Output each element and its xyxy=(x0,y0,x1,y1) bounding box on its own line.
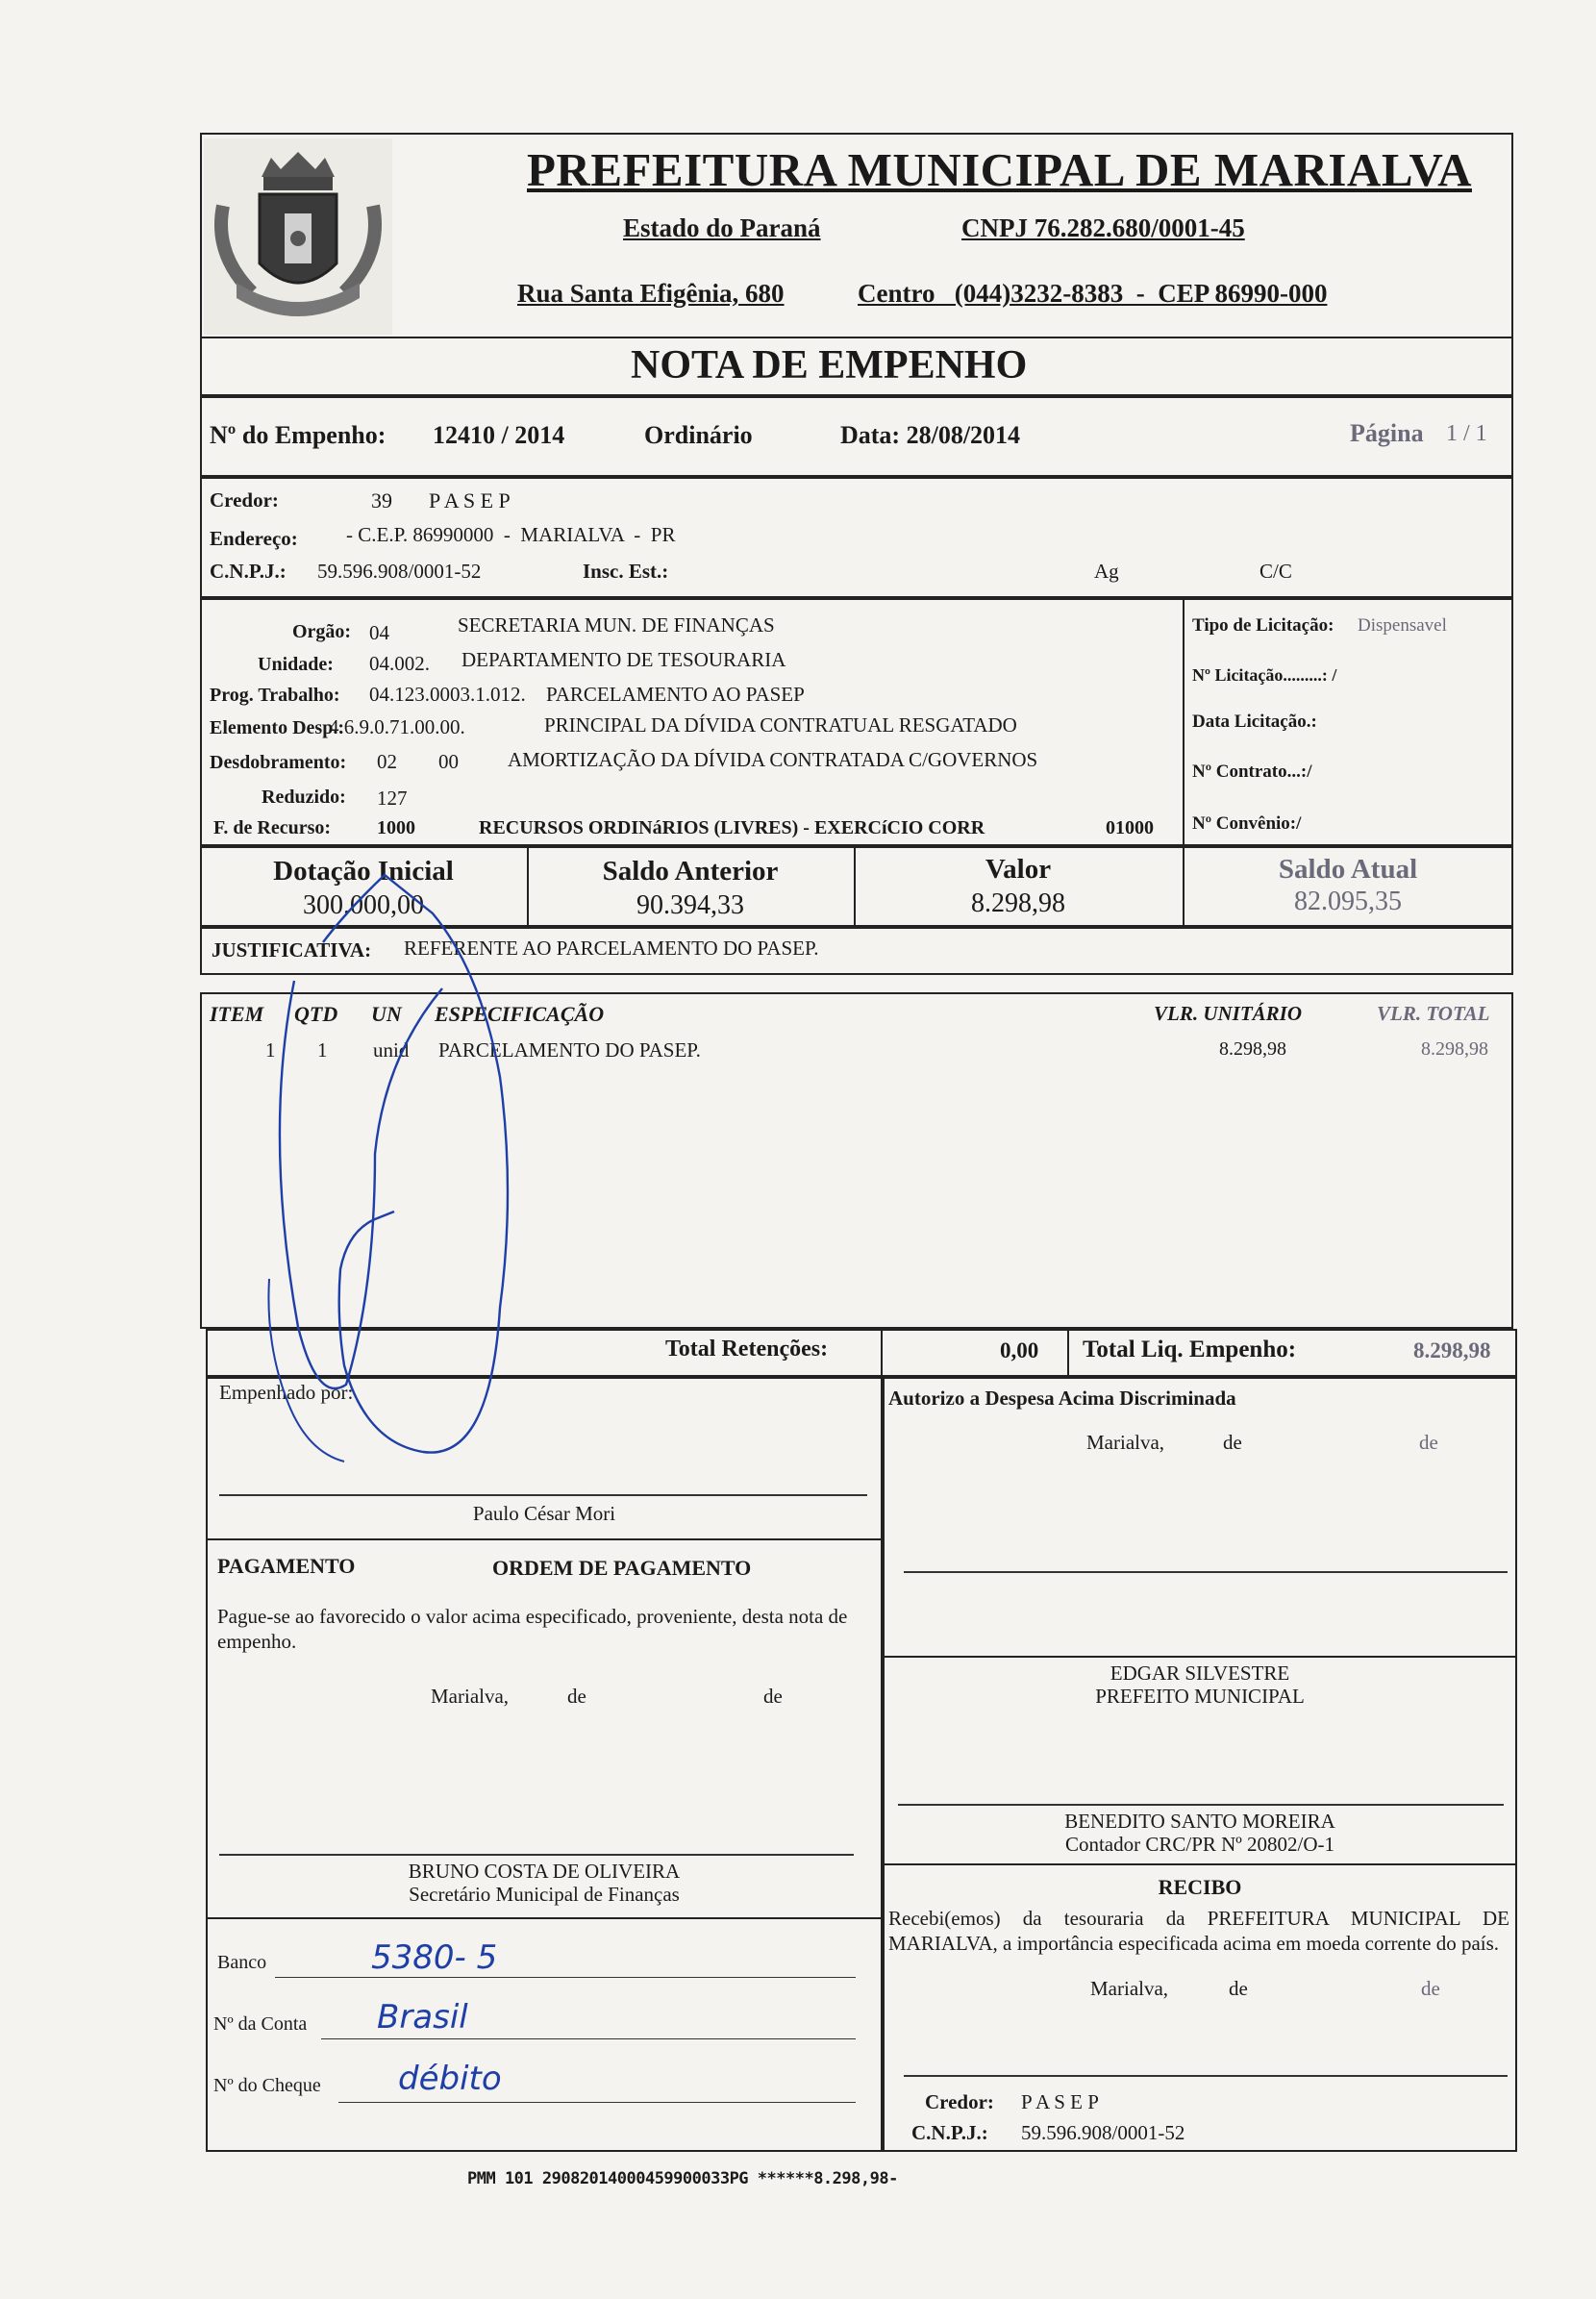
authentication-stamp: PMM 101 29082014000459900033PG ******8.298,98- xyxy=(467,2169,898,2188)
totals-divider-1 xyxy=(881,1329,883,1377)
cheque-handwritten: débito xyxy=(398,2060,502,2098)
elemento-code: 4.6.9.0.71.00.00. xyxy=(329,715,465,738)
unidade-name: DEPARTAMENTO DE TESOURARIA xyxy=(461,648,786,671)
recibo-credor-label: Credor: xyxy=(925,2090,994,2113)
street-address: Rua Santa Efigênia, 680 xyxy=(517,279,785,308)
recibo-cnpj-label: C.N.P.J.: xyxy=(911,2121,988,2144)
justificativa-value: REFERENTE AO PARCELAMENTO DO PASEP. xyxy=(404,937,819,960)
municipality-title: PREFEITURA MUNICIPAL DE MARIALVA xyxy=(527,143,1472,196)
data-licitacao: Data Licitação.: xyxy=(1192,712,1317,732)
saldo-anterior-value: 90.394,33 xyxy=(636,890,744,920)
items-header-especificacao: ESPECIFICAÇÃO xyxy=(435,1002,605,1026)
right-de-1: de xyxy=(1223,1431,1242,1454)
tipo-licitacao-value: Dispensavel xyxy=(1358,615,1447,636)
recibo-de-2: de xyxy=(1421,1977,1440,2000)
empenhado-por-name: Paulo César Mori xyxy=(472,1502,616,1525)
pagamento-divider xyxy=(206,1538,883,1540)
items-header-qtd: QTD xyxy=(294,1002,338,1026)
prefeito-divider xyxy=(883,1656,1517,1658)
empenho-type: Ordinário xyxy=(644,421,753,449)
desdobramento-name: AMORTIZAÇÃO DA DÍVIDA CONTRATADA C/GOVERNOS xyxy=(508,748,1038,771)
row-qtd: 1 xyxy=(317,1038,328,1062)
justificativa-label: JUSTIFICATIVA: xyxy=(212,938,372,962)
recibo-credor-value: P A S E P xyxy=(1021,2090,1099,2113)
recurso-code2: 01000 xyxy=(1106,817,1154,838)
dotacao-value: 300.000,00 xyxy=(303,890,424,920)
autorizo-label: Autorizo a Despesa Acima Discriminada xyxy=(888,1387,1236,1410)
total-retencoes-label: Total Retenções: xyxy=(665,1337,829,1362)
empenhado-signature-line xyxy=(219,1494,867,1496)
row-item: 1 xyxy=(265,1038,276,1062)
page-number: 1 / 1 xyxy=(1446,421,1487,446)
recurso-code: 1000 xyxy=(377,817,415,838)
orgao-label: Orgão: xyxy=(292,621,352,642)
conta-line xyxy=(321,2038,856,2039)
numero-convenio: Nº Convênio:/ xyxy=(1192,813,1302,834)
conta-handwritten: Brasil xyxy=(377,1998,468,2037)
pague-se-text: Pague-se ao favorecido o valor acima especificado, proveniente, desta nota de empenho. xyxy=(217,1605,848,1653)
desdobramento-label: Desdobramento: xyxy=(210,752,347,773)
valor-value: 8.298,98 xyxy=(971,888,1065,918)
saldo-atual-value: 82.095,35 xyxy=(1294,887,1402,916)
total-liquido-label: Total Liq. Empenho: xyxy=(1083,1337,1297,1362)
cc-label: C/C xyxy=(1259,560,1292,583)
banco-handwritten: 5380- 5 xyxy=(371,1938,498,1977)
conta-label: Nº da Conta xyxy=(213,2013,308,2035)
contador-name: BENEDITO SANTO MOREIRA xyxy=(1064,1810,1335,1833)
desdobramento-code1: 02 xyxy=(377,750,397,773)
state-name: Estado do Paraná xyxy=(623,213,821,242)
contador-role: Contador CRC/PR Nº 20802/O-1 xyxy=(1064,1833,1335,1856)
saldo-atual-label: Saldo Atual xyxy=(1278,854,1418,885)
prefeito-signature-line xyxy=(904,1571,1508,1573)
credor-name: P A S E P xyxy=(429,488,511,512)
elemento-name: PRINCIPAL DA DÍVIDA CONTRATUAL RESGATADO xyxy=(544,713,1017,737)
desdobramento-code2: 00 xyxy=(438,750,459,773)
saldo-anterior-label: Saldo Anterior xyxy=(602,856,779,887)
dotacao-label: Dotação Inicial xyxy=(273,856,454,887)
prog-trabalho-code: 04.123.0003.1.012. xyxy=(369,683,526,706)
unidade-code: 04.002. xyxy=(369,652,430,675)
pagamento-label: PAGAMENTO xyxy=(217,1554,356,1578)
empenho-date: Data: 28/08/2014 xyxy=(840,421,1021,449)
recibo-cnpj-value: 59.596.908/0001-52 xyxy=(1021,2121,1185,2144)
secretario-signature-line xyxy=(219,1854,854,1856)
handwritten-signature xyxy=(260,865,663,1481)
banco-divider xyxy=(206,1917,883,1919)
prefeito-name: EDGAR SILVESTRE xyxy=(1110,1662,1290,1685)
total-retencoes-value: 0,00 xyxy=(1000,1338,1039,1362)
recurso-label: F. de Recurso: xyxy=(213,817,332,838)
contador-signature-line xyxy=(898,1804,1504,1806)
empenho-number: 12410 / 2014 xyxy=(433,421,565,449)
insc-label: Insc. Est.: xyxy=(583,560,669,583)
recibo-de-1: de xyxy=(1229,1977,1248,2000)
cheque-label: Nº do Cheque xyxy=(213,2075,321,2096)
valor-label: Valor xyxy=(985,854,1052,885)
ordem-pagamento-label: ORDEM DE PAGAMENTO xyxy=(492,1556,752,1580)
cnpj-label: C.N.P.J.: xyxy=(210,560,287,583)
right-de-2: de xyxy=(1419,1431,1438,1454)
document-title: NOTA DE EMPENHO xyxy=(631,343,1028,387)
row-total: 8.298,98 xyxy=(1421,1038,1488,1060)
prefeito-role: PREFEITO MUNICIPAL xyxy=(1095,1685,1305,1708)
credor-code: 39 xyxy=(371,488,392,512)
cheque-line xyxy=(338,2102,856,2103)
tipo-licitacao-label: Tipo de Licitação: xyxy=(1192,615,1334,636)
row-unitario: 8.298,98 xyxy=(1219,1038,1286,1060)
items-header-unitario: VLR. UNITÁRIO xyxy=(1154,1002,1303,1025)
left-lower-box xyxy=(206,1377,883,2152)
prog-trabalho-name: PARCELAMENTO AO PASEP xyxy=(546,683,805,706)
prog-trabalho-label: Prog. Trabalho: xyxy=(210,685,340,706)
budget-divider xyxy=(1183,598,1185,846)
totals-divider-2 xyxy=(1067,1329,1069,1377)
header-divider xyxy=(200,337,1513,338)
items-header-un: UN xyxy=(371,1002,402,1026)
orgao-name: SECRETARIA MUN. DE FINANÇAS xyxy=(458,613,775,637)
reduzido-label: Reduzido: xyxy=(262,787,346,808)
address-rest: Centro (044)3232-8383 - CEP 86990-000 xyxy=(858,279,1328,308)
ag-label: Ag xyxy=(1094,560,1119,583)
total-liquido-value: 8.298,98 xyxy=(1413,1338,1491,1362)
elemento-label: Elemento Desp.: xyxy=(210,717,344,738)
recurso-name: RECURSOS ORDINáRIOS (LIVRES) - EXERCíCIO CORR xyxy=(479,817,985,838)
recibo-text: Recebi(emos) da tesouraria da PREFEITURA MUNICIPAL DE MARIALVA, a importância especificada acima em moeda corrente do país. xyxy=(888,1907,1509,1955)
recibo-signature-line xyxy=(904,2075,1508,2077)
endereco-value: - C.E.P. 86990000 - MARIALVA - PR xyxy=(346,523,676,546)
orgao-code: 04 xyxy=(369,621,389,644)
header-cnpj: CNPJ 76.282.680/0001-45 xyxy=(961,213,1245,242)
row-especificacao: PARCELAMENTO DO PASEP. xyxy=(438,1038,701,1062)
recibo-divider xyxy=(883,1863,1517,1865)
numero-licitacao: Nº Licitação.........: / xyxy=(1192,665,1337,685)
banco-line xyxy=(275,1977,856,1978)
endereco-label: Endereço: xyxy=(210,527,298,550)
coat-of-arms-logo xyxy=(204,138,392,335)
banco-label: Banco xyxy=(217,1952,267,1973)
left-city: Marialva, xyxy=(431,1685,510,1708)
recibo-title: RECIBO xyxy=(1158,1875,1242,1899)
left-de-1: de xyxy=(567,1685,586,1708)
page-label: Página xyxy=(1350,419,1424,447)
credor-label: Credor: xyxy=(210,488,279,512)
empenho-number-label: Nº do Empenho: xyxy=(210,421,387,449)
reduzido-value: 127 xyxy=(377,787,408,810)
row-un: unid xyxy=(373,1038,410,1062)
right-city: Marialva, xyxy=(1086,1431,1165,1454)
secretario-role: Secretário Municipal de Finanças xyxy=(409,1883,680,1906)
items-header-total: VLR. TOTAL xyxy=(1377,1002,1490,1025)
recibo-city: Marialva, xyxy=(1090,1977,1169,2000)
secretario-name: BRUNO COSTA DE OLIVEIRA xyxy=(408,1860,681,1883)
left-de-2: de xyxy=(763,1685,783,1708)
right-lower-box xyxy=(883,1377,1517,2152)
numero-contrato: Nº Contrato...:/ xyxy=(1192,762,1312,782)
empenhado-por-label: Empenhado por: xyxy=(219,1381,354,1404)
cnpj-value: 59.596.908/0001-52 xyxy=(317,560,482,583)
unidade-label: Unidade: xyxy=(258,654,334,675)
items-header-item: ITEM xyxy=(210,1002,264,1026)
